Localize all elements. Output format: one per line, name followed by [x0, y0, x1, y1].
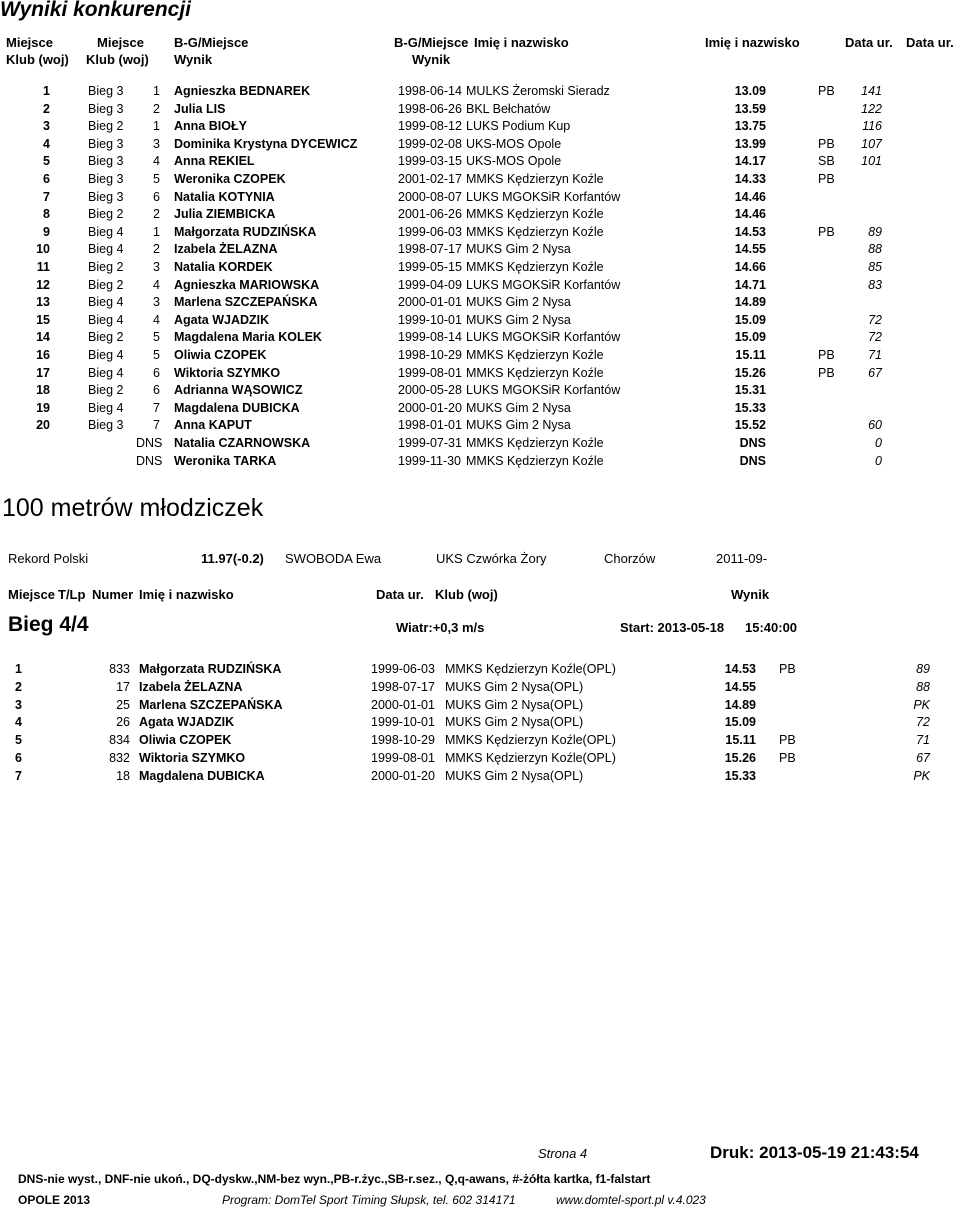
cell-heat-place: 6: [153, 189, 160, 204]
table-row: [0, 225, 960, 243]
header-heat-place-1: B-G/Miejsce: [174, 35, 249, 50]
cell-club: MMKS Kędzierzyn Koźle: [466, 348, 604, 362]
cell-heat: Bieg 3: [88, 101, 124, 116]
table-row: [0, 119, 960, 137]
cell-name: Julia LIS: [174, 101, 226, 116]
cell-name: Anna KAPUT: [174, 418, 252, 433]
cell-heat: Bieg 3: [88, 172, 124, 186]
s2-header-result: Wynik: [731, 587, 770, 602]
cell-place: 17: [36, 365, 50, 380]
cell-club: BKL Bełchatów: [466, 101, 551, 116]
cell-place: 5: [15, 733, 22, 748]
cell-result: 14.33: [734, 172, 766, 186]
cell-place: 5: [43, 154, 50, 169]
cell-club: MMKS Kędzierzyn Koźle(OPL): [445, 662, 616, 676]
cell-heat-place: 2: [153, 207, 160, 222]
table-row: [0, 260, 960, 278]
cell-name: Anna REKIEL: [174, 154, 255, 169]
header-club-1: Klub (woj): [6, 52, 69, 67]
cell-dob: 2000-01-20: [371, 768, 435, 783]
cell-place: 20: [36, 418, 50, 433]
cell-heat: Bieg 3: [88, 189, 124, 204]
cell-place: 1: [15, 662, 22, 676]
cell-place: 14: [36, 330, 50, 345]
cell-name: Agata WJADZIK: [174, 312, 270, 327]
cell-heat-place: 6: [153, 383, 160, 398]
cell-place: 16: [36, 348, 50, 362]
cell-heat-place: DNS: [136, 436, 163, 450]
cell-name: Weronika TARKA: [174, 453, 277, 468]
cell-result: 15.11: [735, 348, 766, 362]
cell-heat-place: 1: [153, 224, 160, 239]
cell-heat-place: 7: [153, 418, 160, 433]
cell-result: 15.31: [734, 383, 766, 398]
cell-place: 1: [43, 84, 50, 98]
cell-heat: Bieg 2: [88, 119, 124, 134]
cell-points: 101: [861, 154, 882, 169]
table-row: [0, 383, 960, 401]
cell-record-type: PB: [818, 84, 835, 98]
cell-heat: Bieg 4: [88, 242, 124, 257]
cell-result: 14.66: [734, 260, 766, 274]
cell-heat: Bieg 2: [88, 383, 124, 398]
footer-page: Strona 4: [538, 1146, 588, 1161]
cell-place: 4: [43, 136, 50, 151]
table-row: [0, 733, 960, 751]
cell-club: MMKS Kędzierzyn Koźle(OPL): [445, 733, 616, 748]
cell-dob: 1999-06-03: [371, 662, 435, 676]
cell-name: Małgorzata RUDZIŃSKA: [139, 662, 282, 676]
table-row: [0, 715, 960, 733]
cell-place: 3: [43, 119, 50, 134]
header-heat-place-2: B-G/Miejsce: [394, 35, 469, 50]
cell-heat-place: 1: [153, 119, 160, 134]
cell-dob: 2000-05-28: [398, 383, 462, 398]
cell-heat-place: 7: [153, 400, 160, 415]
cell-heat-place: 2: [153, 101, 160, 116]
cell-club: MUKS Gim 2 Nysa: [466, 242, 571, 257]
header-place-2: Miejsce: [97, 35, 144, 50]
cell-dob: 1999-08-01: [371, 751, 435, 765]
table-row: [0, 84, 960, 102]
header-club-2: Klub (woj): [86, 52, 149, 67]
cell-club: MMKS Kędzierzyn Koźle: [466, 224, 604, 239]
cell-heat-place: 5: [153, 172, 160, 186]
cell-dob: 1999-05-15: [398, 260, 462, 274]
cell-result: 14.55: [724, 679, 756, 694]
cell-points: 107: [861, 136, 882, 151]
cell-record-type: PB: [818, 136, 835, 151]
cell-club: MUKS Gim 2 Nysa(OPL): [445, 715, 584, 730]
cell-number: 18: [116, 768, 130, 783]
cell-result: 15.11: [725, 733, 756, 748]
cell-club: LUKS MGOKSiR Korfantów: [466, 277, 621, 292]
heat-start: Start: 2013-05-18: [620, 620, 725, 635]
cell-dob: 1998-10-29: [371, 733, 435, 748]
cell-result: 14.53: [724, 662, 756, 676]
table-row: [0, 436, 960, 454]
cell-club: MUKS Gim 2 Nysa: [466, 418, 571, 433]
table-row: [0, 313, 960, 331]
cell-heat: Bieg 2: [88, 277, 124, 292]
cell-heat: Bieg 4: [88, 400, 124, 415]
cell-name: Izabela ŻELAZNA: [139, 679, 243, 694]
cell-result: 14.46: [734, 189, 766, 204]
table-row: [0, 242, 960, 260]
cell-points: PK: [913, 697, 930, 712]
cell-place: 9: [43, 224, 50, 239]
cell-club: MUKS Gim 2 Nysa(OPL): [445, 697, 584, 712]
cell-record-type: SB: [818, 154, 835, 169]
cell-club: MMKS Kędzierzyn Koźle: [466, 207, 604, 222]
cell-dob: 1998-10-29: [398, 348, 462, 362]
cell-place: 15: [36, 312, 50, 327]
cell-result: DNS: [739, 436, 766, 450]
table-row: [0, 295, 960, 313]
cell-name: Agata WJADZIK: [139, 715, 235, 730]
cell-name: Magdalena DUBICKA: [139, 768, 265, 783]
cell-dob: 1999-08-01: [398, 365, 462, 380]
s2-header-dob: Data ur.: [376, 587, 424, 602]
cell-name: Izabela ŻELAZNA: [174, 242, 278, 257]
cell-record-type: PB: [779, 751, 796, 765]
cell-points: 60: [868, 418, 882, 433]
cell-name: Magdalena Maria KOLEK: [174, 330, 322, 345]
cell-record-type: PB: [818, 224, 835, 239]
cell-heat-place: 4: [153, 312, 160, 327]
cell-place: 2: [43, 101, 50, 116]
table-row: [0, 454, 960, 472]
cell-points: 141: [861, 84, 882, 98]
cell-heat: Bieg 2: [88, 207, 124, 222]
cell-club: MUKS Gim 2 Nysa(OPL): [445, 768, 584, 783]
cell-points: 122: [861, 101, 882, 116]
cell-dob: 2000-01-01: [398, 295, 462, 310]
cell-points: 116: [862, 119, 882, 134]
cell-heat: Bieg 3: [88, 154, 124, 169]
cell-result: 14.89: [724, 697, 756, 712]
cell-heat-place: 3: [153, 136, 160, 151]
cell-dob: 1999-08-12: [398, 119, 462, 134]
cell-points: 72: [868, 312, 882, 327]
cell-name: Natalia KORDEK: [174, 260, 273, 274]
cell-dob: 1998-01-01: [398, 418, 462, 433]
table-row: [0, 348, 960, 366]
cell-heat: Bieg 3: [88, 84, 124, 98]
cell-result: 13.75: [734, 119, 766, 134]
footer-event: OPOLE 2013: [18, 1193, 91, 1207]
cell-place: 19: [36, 400, 50, 415]
cell-dob: 1999-03-15: [398, 154, 462, 169]
cell-place: 10: [36, 242, 50, 257]
cell-points: 88: [916, 679, 930, 694]
cell-name: Adrianna WĄSOWICZ: [174, 383, 303, 398]
table-row: [0, 698, 960, 716]
cell-dob: 1999-10-01: [371, 715, 435, 730]
cell-dob: 2001-02-17: [398, 172, 462, 186]
record-name: SWOBODA Ewa: [285, 551, 382, 566]
cell-name: Małgorzata RUDZIŃSKA: [174, 224, 317, 239]
cell-points: 89: [916, 662, 930, 676]
cell-heat: Bieg 4: [88, 365, 124, 380]
cell-points: 89: [868, 224, 882, 239]
cell-dob: 1998-06-14: [398, 84, 462, 98]
cell-result: 13.99: [734, 136, 766, 151]
s2-header-name: Imię i nazwisko: [139, 587, 234, 602]
cell-heat-place: 3: [153, 295, 160, 310]
footer-website: www.domtel-sport.pl v.4.023: [556, 1193, 706, 1207]
cell-club: UKS-MOS Opole: [466, 136, 562, 151]
cell-result: 15.26: [734, 365, 766, 380]
cell-name: Wiktoria SZYMKO: [139, 751, 246, 765]
cell-name: Natalia CZARNOWSKA: [174, 436, 311, 450]
cell-points: 88: [868, 242, 882, 257]
cell-club: UKS-MOS Opole: [466, 154, 562, 169]
cell-dob: 2000-01-20: [398, 400, 462, 415]
cell-heat: Bieg 2: [88, 330, 124, 345]
cell-points: 71: [868, 348, 882, 362]
header-result-1: Wynik: [174, 52, 213, 67]
cell-name: Marlena SZCZEPAŃSKA: [174, 295, 318, 310]
cell-result: 13.59: [734, 101, 766, 116]
cell-club: MMKS Kędzierzyn Koźle: [466, 172, 604, 186]
cell-points: PK: [913, 768, 930, 783]
cell-place: 6: [43, 172, 50, 186]
cell-heat-place: 3: [153, 260, 160, 274]
cell-club: LUKS MGOKSiR Korfantów: [466, 330, 621, 345]
header-place-1: Miejsce: [6, 35, 53, 50]
cell-record-type: PB: [779, 733, 796, 748]
cell-club: LUKS MGOKSiR Korfantów: [466, 189, 621, 204]
cell-club: MUKS Gim 2 Nysa: [466, 295, 571, 310]
table-row: [0, 137, 960, 155]
cell-result: 15.33: [724, 768, 756, 783]
cell-dob: 2001-06-26: [398, 207, 462, 222]
cell-heat-place: 2: [153, 242, 160, 257]
cell-record-type: PB: [818, 348, 835, 362]
cell-points: 0: [875, 436, 882, 450]
record-label: Rekord Polski: [8, 551, 89, 566]
cell-club: MMKS Kędzierzyn Koźle: [466, 453, 604, 468]
page-title: Wyniki konkurencji: [0, 0, 191, 21]
cell-club: LUKS MGOKSiR Korfantów: [466, 383, 621, 398]
cell-record-type: PB: [818, 172, 835, 186]
cell-number: 833: [109, 662, 130, 676]
cell-heat: Bieg 4: [88, 224, 124, 239]
cell-result: 14.46: [734, 207, 766, 222]
record-club: UKS Czwórka Żory: [436, 551, 547, 566]
header-dob-1: Data ur.: [845, 35, 893, 50]
cell-name: Oliwia CZOPEK: [139, 733, 232, 748]
s2-header-place: Miejsce: [8, 587, 55, 602]
cell-heat-place: 1: [153, 84, 160, 98]
cell-name: Agnieszka MARIOWSKA: [174, 277, 320, 292]
cell-result: 15.52: [734, 418, 766, 433]
table-row: [0, 330, 960, 348]
cell-place: 6: [15, 751, 22, 765]
cell-place: 13: [36, 295, 50, 310]
cell-club: LUKS Podium Kup: [466, 119, 571, 134]
cell-number: 25: [116, 697, 130, 712]
cell-dob: 1999-02-08: [398, 136, 462, 151]
cell-heat: Bieg 3: [88, 136, 124, 151]
s2-header-number: Numer: [92, 587, 134, 602]
record-result: 11.97(-0.2): [201, 551, 264, 566]
table-row: [0, 366, 960, 384]
cell-name: Wiktoria SZYMKO: [174, 365, 281, 380]
cell-name: Dominika Krystyna DYCEWICZ: [174, 136, 358, 151]
header-result-2: Wynik: [412, 52, 451, 67]
cell-points: 83: [868, 277, 882, 292]
cell-result: 14.53: [734, 224, 766, 239]
table-row: [0, 190, 960, 208]
table-row: [0, 172, 960, 190]
cell-heat: Bieg 2: [88, 260, 124, 274]
table-row: [0, 278, 960, 296]
cell-club: MUKS Gim 2 Nysa: [466, 312, 571, 327]
cell-heat-place: 5: [153, 348, 160, 362]
heat-time: 15:40:00: [745, 620, 798, 635]
cell-result: 15.09: [724, 715, 756, 730]
cell-place: 8: [43, 207, 50, 222]
cell-result: 15.09: [734, 312, 766, 327]
table-row: [0, 401, 960, 419]
cell-number: 17: [116, 679, 130, 694]
cell-name: Marlena SZCZEPAŃSKA: [139, 697, 283, 712]
cell-place: 7: [15, 768, 22, 783]
footer-print: Druk: 2013-05-19 21:43:54: [710, 1143, 919, 1162]
cell-result: 14.89: [734, 295, 766, 310]
cell-dob: 2000-08-07: [398, 189, 462, 204]
cell-heat: Bieg 4: [88, 348, 124, 362]
cell-club: MMKS Kędzierzyn Koźle: [466, 260, 604, 274]
cell-record-type: PB: [779, 662, 796, 676]
cell-dob: 1999-11-30: [398, 453, 462, 468]
cell-result: 14.71: [734, 277, 766, 292]
table-row: [0, 418, 960, 436]
cell-points: 0: [875, 453, 882, 468]
cell-heat: Bieg 4: [88, 312, 124, 327]
cell-result: 15.09: [734, 330, 766, 345]
cell-points: 67: [916, 751, 930, 765]
cell-dob: 1999-04-09: [398, 277, 462, 292]
cell-result: 15.26: [724, 751, 756, 765]
cell-place: 12: [36, 277, 50, 292]
cell-dob: 1999-08-14: [398, 330, 462, 345]
cell-heat-place: 4: [153, 277, 160, 292]
cell-heat-place: DNS: [136, 453, 163, 468]
cell-points: 85: [868, 260, 882, 274]
cell-place: 4: [15, 715, 22, 730]
header-name-2: Imię i nazwisko: [705, 35, 800, 50]
footer-legend: DNS-nie wyst., DNF-nie ukoń., DQ-dyskw.,NM-bez wyn.,PB-r.życ.,SB-r.sez., Q,q-awans, #-żółta kartka, f1-falstart: [18, 1172, 651, 1186]
cell-dob: 1999-07-31: [398, 436, 462, 450]
cell-number: 834: [109, 733, 130, 748]
cell-dob: 1998-06-26: [398, 101, 462, 116]
cell-result: 13.09: [734, 84, 766, 98]
s2-header-lane: T/Lp: [58, 587, 86, 602]
cell-points: 67: [868, 365, 882, 380]
cell-result: 14.17: [734, 154, 766, 169]
record-place: Chorzów: [604, 551, 656, 566]
cell-dob: 1998-07-17: [371, 679, 435, 694]
table-row: [0, 662, 960, 680]
cell-heat-place: 5: [153, 330, 160, 345]
cell-club: MUKS Gim 2 Nysa: [466, 400, 571, 415]
cell-name: Oliwia CZOPEK: [174, 348, 267, 362]
cell-club: MUKS Gim 2 Nysa(OPL): [445, 679, 584, 694]
cell-club: MMKS Kędzierzyn Koźle: [466, 436, 604, 450]
cell-result: 14.55: [734, 242, 766, 257]
cell-points: 72: [868, 330, 882, 345]
cell-dob: 1999-06-03: [398, 224, 462, 239]
cell-heat: Bieg 3: [88, 418, 124, 433]
cell-place: 2: [15, 679, 22, 694]
table-row: [0, 680, 960, 698]
cell-result: DNS: [739, 453, 766, 468]
table-row: [0, 769, 960, 787]
cell-place: 18: [36, 383, 50, 398]
footer-program: Program: DomTel Sport Timing Słupsk, tel. 602 314171: [222, 1193, 516, 1207]
cell-name: Agnieszka BEDNAREK: [174, 84, 311, 98]
cell-dob: 1999-10-01: [398, 312, 462, 327]
heat-wind: Wiatr:+0,3 m/s: [396, 620, 485, 635]
table-row: [0, 102, 960, 120]
cell-name: Weronika CZOPEK: [174, 172, 286, 186]
cell-heat-place: 6: [153, 365, 160, 380]
cell-number: 26: [116, 715, 130, 730]
cell-result: 15.33: [734, 400, 766, 415]
cell-record-type: PB: [818, 365, 835, 380]
heat-label: Bieg 4/4: [8, 613, 89, 636]
cell-number: 832: [109, 751, 130, 765]
table-row: [0, 207, 960, 225]
cell-place: 11: [36, 260, 50, 274]
s2-header-club: Klub (woj): [435, 587, 498, 602]
cell-name: Natalia KOTYNIA: [174, 189, 275, 204]
cell-club: MULKS Żeromski Sieradz: [466, 84, 610, 98]
section-title: 100 metrów młodziczek: [2, 494, 264, 522]
cell-name: Julia ZIEMBICKA: [174, 207, 276, 222]
cell-points: 71: [916, 733, 930, 748]
cell-name: Magdalena DUBICKA: [174, 400, 300, 415]
cell-name: Anna BIOŁY: [174, 119, 247, 134]
cell-place: 3: [15, 697, 22, 712]
cell-points: 72: [916, 715, 930, 730]
cell-club: MMKS Kędzierzyn Koźle: [466, 365, 604, 380]
cell-dob: 2000-01-01: [371, 697, 435, 712]
cell-heat: Bieg 4: [88, 295, 124, 310]
header-dob-2: Data ur.: [906, 35, 954, 50]
cell-heat-place: 4: [153, 154, 160, 169]
cell-club: MMKS Kędzierzyn Koźle(OPL): [445, 751, 616, 765]
cell-dob: 1998-07-17: [398, 242, 462, 257]
cell-place: 7: [43, 189, 50, 204]
header-name-1: Imię i nazwisko: [474, 35, 569, 50]
table-row: [0, 751, 960, 769]
record-date: 2011-09-: [716, 551, 768, 566]
table-row: [0, 154, 960, 172]
